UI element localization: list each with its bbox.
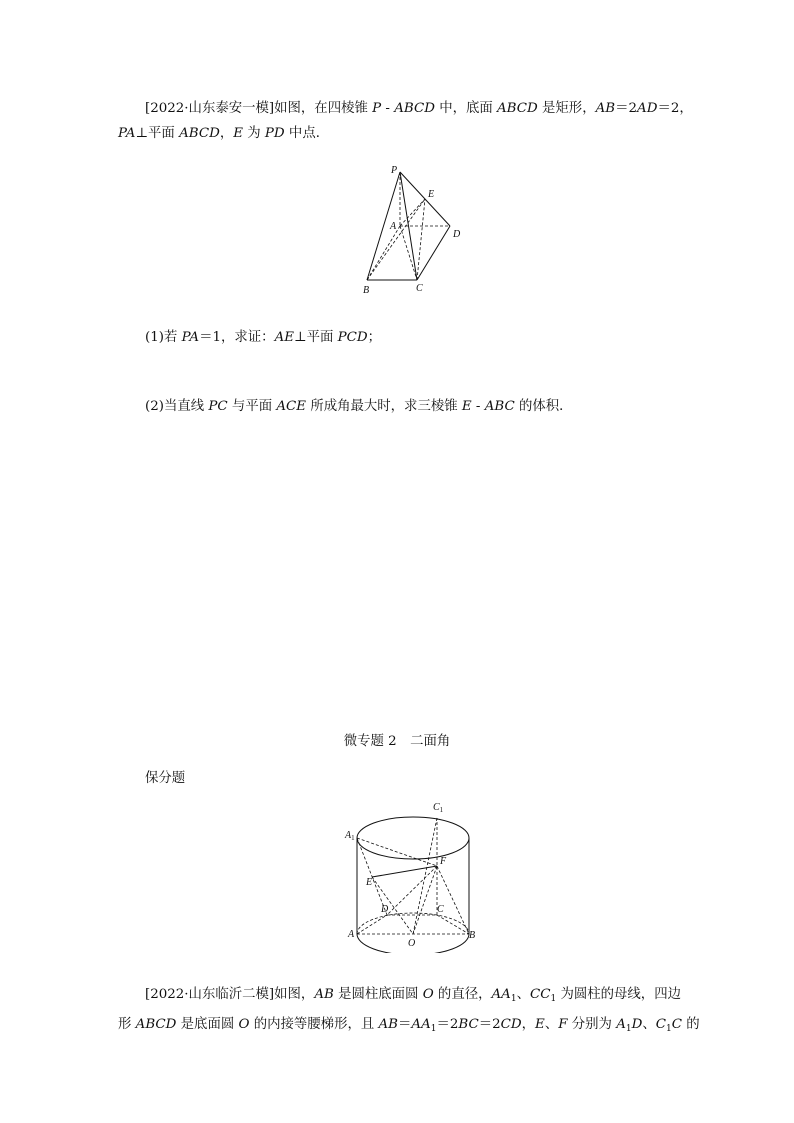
math-variable: AA (411, 1017, 431, 1032)
math-variable: C (671, 1017, 682, 1032)
text-run: ＝2， (657, 101, 693, 116)
label-C: C (437, 904, 444, 915)
math-variable: P (372, 101, 382, 116)
segment-A1F (357, 838, 437, 866)
math-variable: AD (637, 101, 658, 116)
text-run: 形 (118, 1017, 136, 1032)
question-1 (145, 326, 381, 345)
math-variable: CD (500, 1017, 522, 1032)
label-A: A (390, 221, 397, 232)
math-variable: E (461, 399, 472, 414)
edge-AD (357, 915, 387, 934)
math-variable: PD (264, 126, 285, 141)
text-run: 为 (243, 126, 265, 141)
text-run: 是圆柱底面圆 (333, 987, 423, 1002)
segment-EF (372, 866, 437, 877)
text-run: - (381, 101, 395, 116)
text-run: ＝2 (615, 101, 638, 116)
problem2-line2 (118, 1012, 700, 1042)
text-run: (2)当直线 (145, 399, 209, 414)
pyramid-figure (355, 160, 475, 300)
math-variable: ABCD (497, 101, 538, 116)
math-variable: AE (274, 330, 295, 345)
math-variable: AB (378, 1017, 399, 1032)
edge-AB (367, 226, 400, 280)
math-variable: C (655, 1017, 666, 1032)
text-run: ， (521, 1017, 536, 1032)
math-variable: AA (491, 987, 511, 1002)
segment-EO (372, 877, 413, 934)
text-run: (1)若 (145, 330, 182, 345)
label-D: D (381, 904, 389, 915)
math-variable: PCD (337, 330, 368, 345)
math-variable: A (616, 1017, 626, 1032)
section-title: 微专题 2 二面角 (343, 734, 451, 749)
label-P: P (391, 165, 398, 176)
math-variable: O (422, 987, 434, 1002)
math-variable: PC (208, 399, 228, 414)
label-A: A (348, 929, 355, 940)
math-variable: ABCD (135, 1017, 177, 1032)
math-variable: AB (595, 101, 616, 116)
math-variable: PA (118, 126, 136, 141)
bottom-circle-back (357, 913, 469, 934)
problem1-line1 (118, 96, 693, 121)
math-variable: D (631, 1017, 643, 1032)
math-variable: E (535, 1017, 545, 1032)
subscript: 1 (625, 1024, 632, 1034)
math-variable: AB (314, 987, 334, 1002)
edge-AC (400, 226, 417, 280)
section-label: 保分题 (145, 771, 186, 786)
cylinder-figure (340, 798, 490, 953)
segment-FO (413, 866, 437, 934)
math-variable: ABC (484, 399, 515, 414)
text-run: ⊥平面 (135, 126, 180, 141)
text-run: 所成角最大时，求三棱锥 (306, 399, 462, 414)
text-run: 的内接等腰梯形，且 (249, 1017, 379, 1032)
math-variable: ABCD (394, 101, 435, 116)
text-run: ＝1，求证： (199, 330, 275, 345)
text-run: 与平面 (227, 399, 277, 414)
text-run: - (471, 399, 485, 414)
problem2-line1 (118, 982, 680, 1012)
text-run: 、 (544, 1017, 559, 1032)
label-O: O (408, 938, 416, 949)
segment-CE (417, 199, 425, 280)
label-C1: $C_1$ (433, 802, 444, 814)
text-run: [2022·山东临沂二模]如图， (145, 987, 315, 1002)
text-run: 的体积． (514, 399, 573, 414)
text-run: ＝2 (478, 1017, 501, 1032)
text-run: [2022·山东泰安一模]如图，在四棱锥 (145, 101, 373, 116)
segment-BE (367, 199, 425, 280)
text-run: 的 (681, 1017, 700, 1032)
subscript: 1 (550, 994, 557, 1004)
text-run: ＝ (398, 1017, 412, 1032)
math-variable: PA (181, 330, 200, 345)
math-variable: F (558, 1017, 568, 1032)
subscript: 1 (430, 1024, 437, 1034)
math-variable: O (238, 1017, 250, 1032)
edge-CD (417, 226, 450, 280)
text-run: ， (219, 126, 234, 141)
edge-CB (437, 915, 469, 934)
label-B: B (469, 930, 476, 941)
problem1-statement (118, 96, 693, 146)
math-variable: ABCD (179, 126, 220, 141)
math-variable: E (233, 126, 244, 141)
label-D: D (453, 229, 461, 240)
text-run: 、 (642, 1017, 656, 1032)
subscript: 1 (510, 994, 517, 1004)
top-circle (357, 817, 469, 859)
segment-FB (437, 866, 469, 934)
problem2-statement (118, 982, 700, 1042)
math-variable: BC (458, 1017, 479, 1032)
text-run: ⊥平面 (294, 330, 338, 345)
text-run: 中点． (284, 126, 330, 141)
math-variable: ACE (276, 399, 307, 414)
segment-AE (400, 199, 425, 226)
text-run: 是矩形， (537, 101, 596, 116)
label-C: C (416, 283, 423, 294)
text-run: 中，底面 (434, 101, 498, 116)
text-run: 是底面圆 (176, 1017, 239, 1032)
label-F: F (440, 856, 447, 867)
problem1-line2 (118, 121, 680, 146)
question-2 (145, 395, 573, 414)
math-variable: CC (529, 987, 551, 1002)
text-run: ； (367, 330, 382, 345)
label-A1: $A_1$ (345, 830, 355, 842)
text-run: 、 (516, 987, 530, 1002)
subscript: 1 (666, 1024, 672, 1034)
text-run: ＝2 (436, 1017, 459, 1032)
text-run: 分别为 (567, 1017, 617, 1032)
text-run: 为圆柱的母线，四边 (556, 987, 681, 1002)
text-run: 的直径， (433, 987, 492, 1002)
label-E: E (366, 877, 373, 888)
label-E: E (428, 189, 435, 200)
label-B: B (363, 285, 370, 296)
